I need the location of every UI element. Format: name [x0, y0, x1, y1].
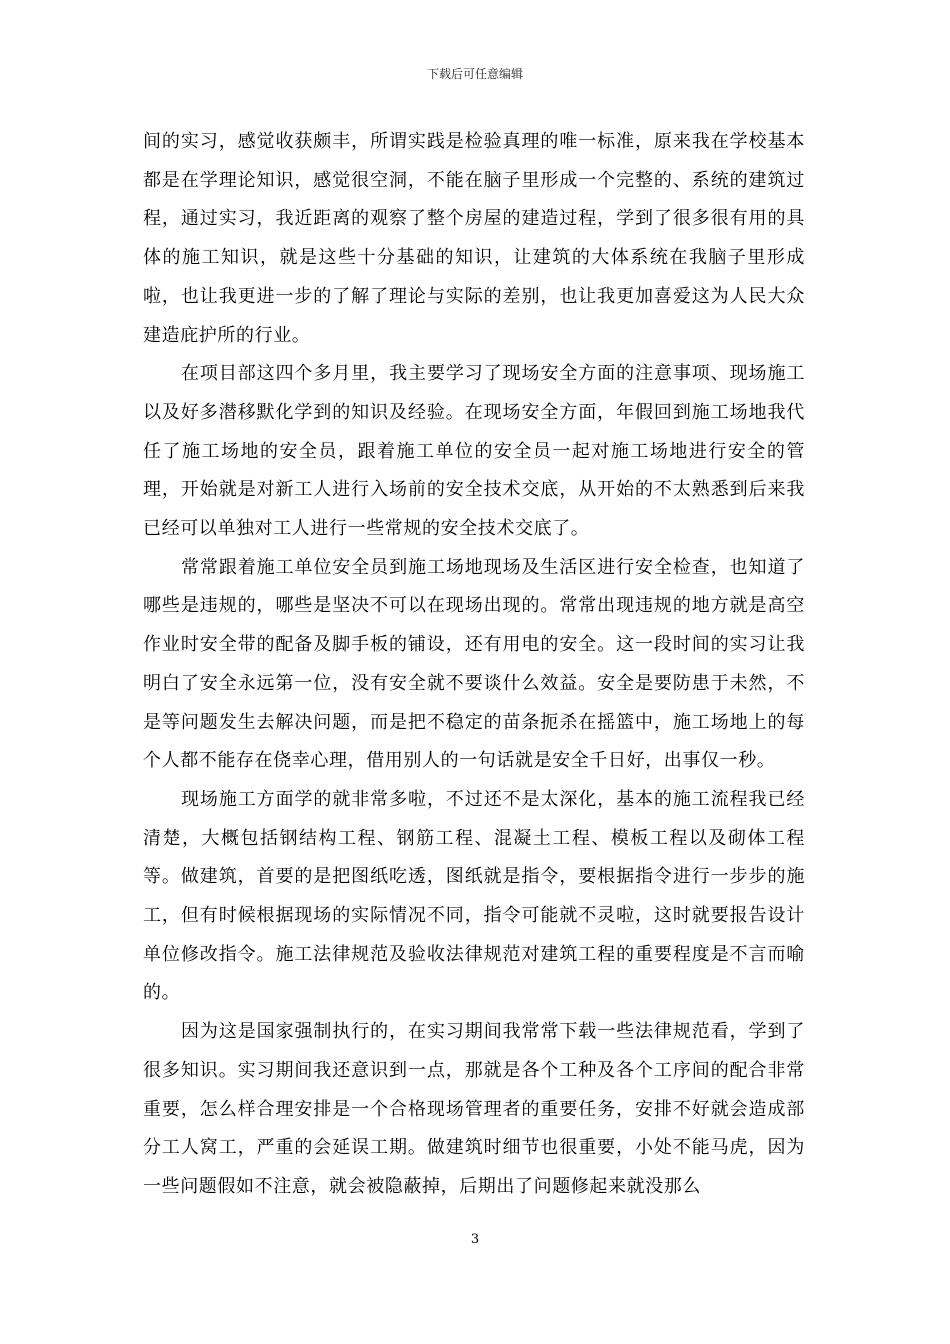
- paragraph-continued: 间的实习，感觉收获颇丰，所谓实践是检验真理的唯一标准，原来我在学校基本都是在学理论知识，感觉很空洞，不能在脑子里形成一个完整的、系统的建筑过程，通过实习，我近距离的观察了整个房屋的建造过程，学到了很多很有用的具体的施工知识，就是这些十分基础的知识，让建筑的大体系统在我脑子里形成啦，也让我更进一步的了解了理论与实际的差别，也让我更加喜爱这为人民大众建造庇护所的行业。: [143, 131, 805, 346]
- document-body: [143, 123, 805, 1207]
- paragraph-safety-overview: 在项目部这四个多月里，我主要学习了现场安全方面的注意事项、现场施工以及好多潜移默化学到的知识及经验。在现场安全方面，年假回到施工场地我代任了施工场地的安全员，跟着施工单位的安全员一起对施工场地进行安全的管理，开始就是对新工人进行入场前的安全技术交底，从开始的不太熟悉到后来我已经可以单独对工人进行一些常规的安全技术交底了。: [143, 363, 805, 540]
- page-number: 3: [470, 1232, 480, 1247]
- paragraph-construction: 现场施工方面学的就非常多啦，不过还不是太深化，基本的施工流程我已经清楚，大概包括钢结构工程、钢筋工程、混凝土工程、模板工程以及砌体工程等。做建筑，首要的是把图纸吃透，图纸就是指令，要根据指令进行一步步的施工，但有时候根据现场的实际情况不同，指令可能就不灵啦，这时就要报告设计单位修改指令。施工法律规范及验收法律规范对建筑工程的重要程度是不言而喻的。: [143, 788, 805, 1004]
- paragraph-regulations: 因为这是国家强制执行的，在实习期间我常常下载一些法律规范看，学到了很多知识。实习期间我还意识到一点，那就是各个工种及各个工序间的配合非常重要，怎么样合理安排是一个合格现场管理者的重要任务，安排不好就会造成部分工人窝工，严重的会延误工期。做建筑时细节也很重要，小处不能马虎，因为一些问题假如不注意，就会被隐蔽掉，后期出了问题修起来就没那么: [143, 1021, 805, 1197]
- page-header: 下载后可任意编辑: [426, 67, 523, 81]
- paragraph-safety-inspection: 常常跟着施工单位安全员到施工场地现场及生活区进行安全检查，也知道了哪些是违规的，哪些是坚决不可以在现场出现的。常常出现违规的地方就是高空作业时安全带的配备及脚手板的铺设，还有用电的安全。这一段时间的实习让我明白了安全永远第一位，没有安全就不要谈什么效益。安全是要防患于未然，不是等问题发生去解决问题，而是把不稳定的苗条扼杀在摇篮中，施工场地上的每个人都不能存在侥幸心理，借用别人的一句话就是安全千日好，出事仅一秒。: [143, 556, 805, 772]
